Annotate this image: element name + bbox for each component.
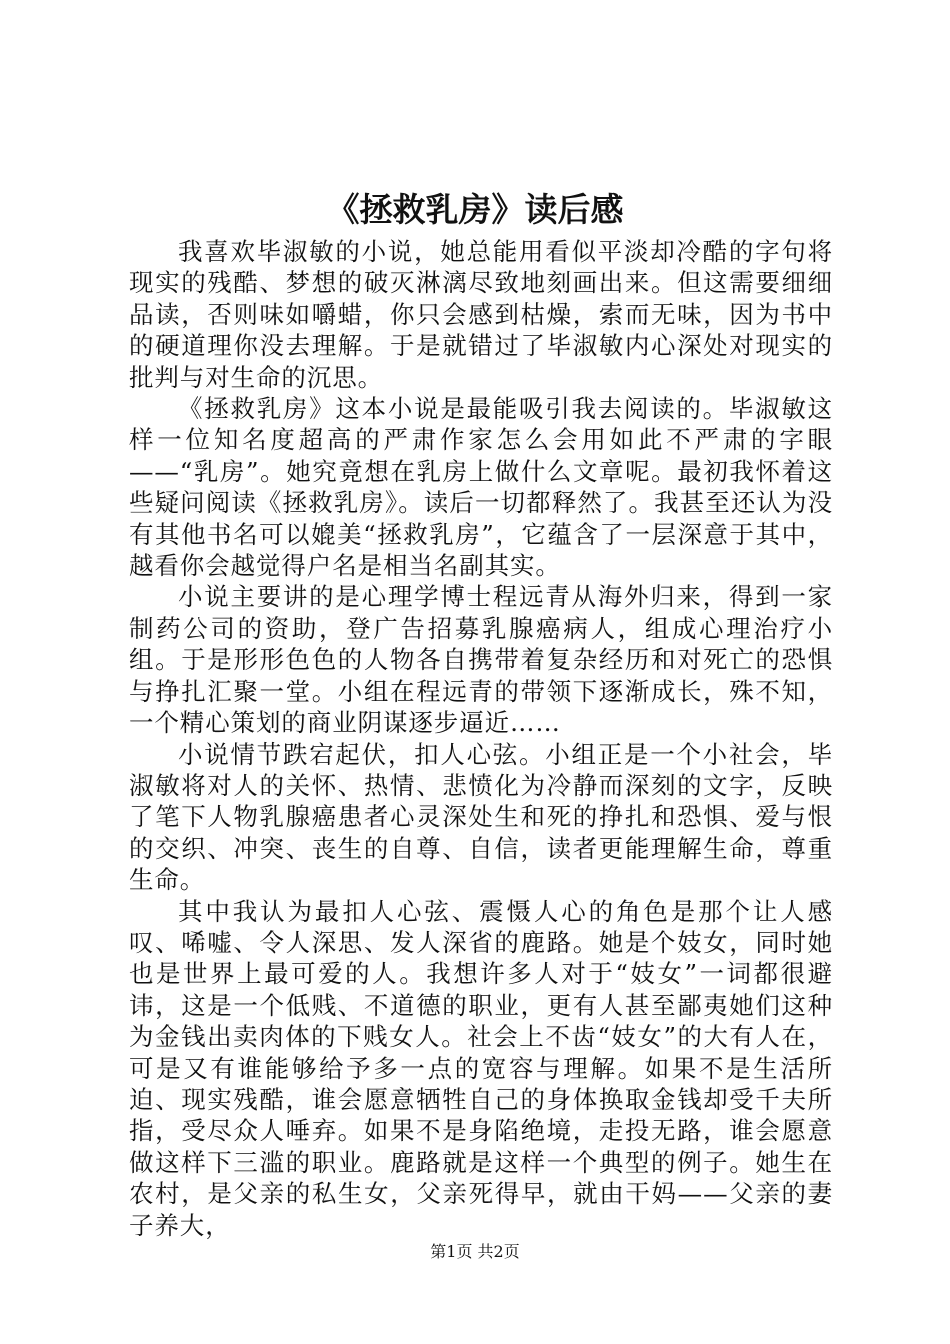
paragraph-2: 《拯救乳房》这本小说是最能吸引我去阅读的。毕淑敏这样一位知名度超高的严肃作家怎么会用如此不严肃的字眼——“乳房”。她究竟想在乳房上做什么文章呢。最初我怀着这些疑问阅读《拯救乳房》。读后一切都释然了。我甚至还认为没有其他书名可以媲美“拯救乳房”，它蕴含了一层深意于其中，越看你会越觉得户名是相当名副其实。	[129, 394, 833, 581]
page-footer: 第1页 共2页	[430, 1242, 520, 1261]
document-title: 《拯救乳房》读后感	[326, 190, 624, 229]
paragraph-3: 小说主要讲的是心理学博士程远青从海外归来，得到一家制药公司的资助，登广告招募乳腺癌病人，组成心理治疗小组。于是形形色色的人物各自携带着复杂经历和对死亡的恐惧与挣扎汇聚一堂。小组在程远青的带领下逐渐成长，殊不知，一个精心策划的商业阴谋逐步逼近……	[129, 582, 833, 738]
paragraph-4: 小说情节跌宕起伏，扣人心弦。小组正是一个小社会，毕淑敏将对人的关怀、热情、悲愤化为冷静而深刻的文字，反映了笔下人物乳腺癌患者心灵深处生和死的挣扎和恐惧、爱与恨的交织、冲突、丧生的自尊、自信，读者更能理解生命，尊重生命。	[129, 739, 833, 895]
paragraph-1: 我喜欢毕淑敏的小说，她总能用看似平淡却冷酷的字句将现实的残酷、梦想的破灭淋漓尽致地刻画出来。但这需要细细品读，否则味如嚼蜡，你只会感到枯燥，索而无味，因为书中的硬道理你没去理解。于是就错过了毕淑敏内心深处对现实的批判与对生命的沉思。	[129, 237, 833, 392]
paragraph-5: 其中我认为最扣人心弦、震慑人心的角色是那个让人感叹、唏嘘、令人深思、发人深省的鹿路。她是个妓女，同时她也是世界上最可爱的人。我想许多人对于“妓女”一词都很避讳，这是一个低贱、不道德的职业，更有人甚至鄙夷她们这种为金钱出卖肉体的下贱女人。社会上不齿“妓女”的大有人在，可是又有谁能够给予多一点的宽容与理解。如果不是生活所迫、现实残酷，谁会愿意牺牲自己的身体换取金钱却受千夫所指，受尽众人唾弃。如果不是身陷绝境，走投无路，谁会愿意做这样下三滥的职业。鹿路就是这样一个典型的例子。她生在农村，是父亲的私生女，父亲死得早，就由干妈——父亲的妻子养大，	[129, 896, 833, 1240]
document-body	[129, 236, 833, 1241]
